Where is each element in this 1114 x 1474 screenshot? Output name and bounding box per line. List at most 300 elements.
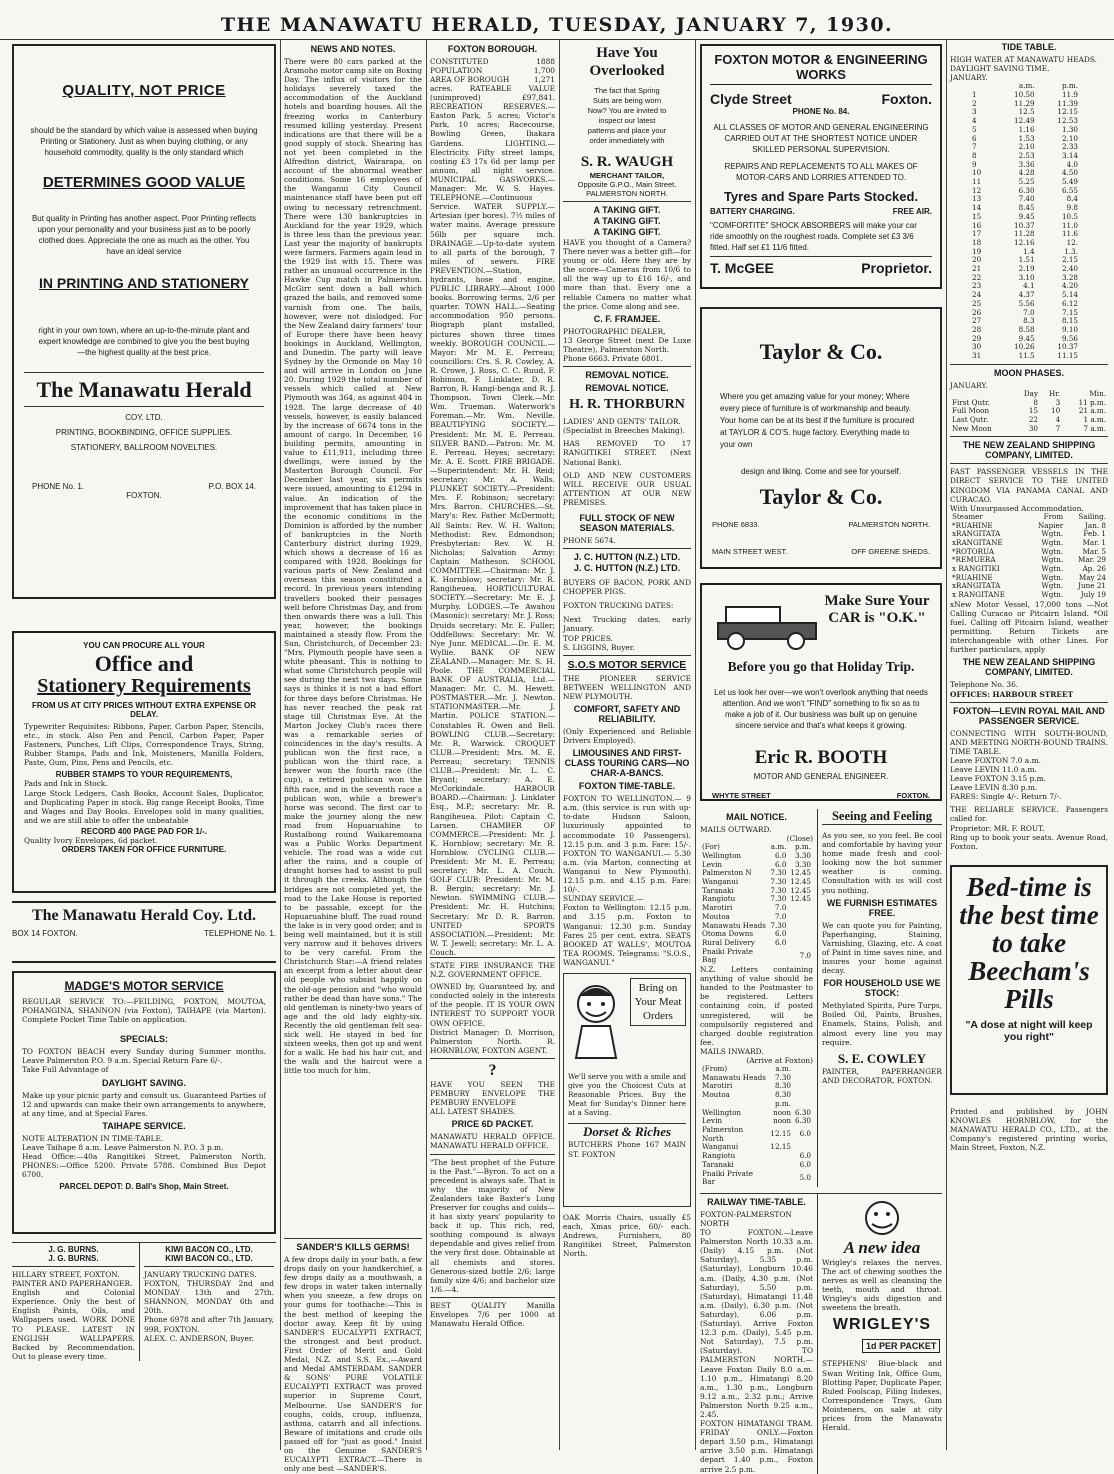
table-cell: 3.30	[794, 850, 811, 860]
levin-mail: FOXTON—LEVIN ROYAL MAIL AND PASSENGER SERVICE.	[953, 705, 1105, 726]
booth-sub: MOTOR AND GENERAL ENGINEER.	[753, 772, 889, 781]
limousines: LIMOUSINES AND FIRST-CLASS TOURING CARS—NO CHAR-A-BANCS.	[564, 748, 690, 779]
burns-2: J. G. BURNS.	[48, 1254, 99, 1263]
parcel-depot: PARCEL DEPOT: D. Ball's Shop, Main Street.	[59, 1182, 229, 1192]
table-cell: 1	[972, 89, 977, 99]
table-cell: 8.58	[1018, 324, 1035, 334]
tyres-title: Tyres and Spare Parts Stocked.	[723, 189, 919, 204]
moon-table	[950, 390, 1108, 434]
table-cell: 20	[972, 255, 982, 265]
motor-car-illustration	[712, 597, 822, 653]
new-idea: A new idea	[843, 1237, 921, 1257]
tram-text: FOXTON HIMATANGI TRAM. FRIDAY ONLY.—Foxton depart 3.50 p.m., Himatangi arrive 3.50 p.m. Himatangi depart 1.40 p.m., Foxton arrive 2.5 p.m.	[700, 1419, 813, 1474]
envelopes-text: Quality Ivory Envelopes, 6d packet.	[24, 835, 158, 845]
table-cell: 26	[972, 307, 982, 317]
make-sure: Make Sure Your CAR is "O.K."	[824, 593, 930, 626]
table-cell: noon	[773, 1107, 791, 1117]
burns-text: English and Colonial Experience. Only the best of English Paints, Oils, and Wallpapers used. WORK DONE TO PLEASE. LATEST IN ENGLISH WALLPAPERS. Backed by Recommendation. Out to please every time.	[12, 1288, 135, 1361]
mail-title: MAIL NOTICE.	[726, 812, 787, 822]
madge-motor-ad	[12, 971, 276, 1234]
levin-row: Leave LEVIN 8.30 p.m.	[950, 783, 1038, 793]
pads-text: Pads and Ink in Stock.	[24, 779, 108, 789]
mail-in-table	[700, 1065, 813, 1187]
table-cell: 12.53	[1057, 116, 1078, 126]
fire-text: OWNED by, Guaranteed by, and conducted solely in the interests of the people. IT IS YOUR OWN INTEREST TO SUPPORT YOUR OWN OFFICE.	[430, 982, 555, 1028]
table-cell: 9	[972, 159, 977, 169]
table-cell: 7 a.m.	[1083, 423, 1106, 433]
moon-title: MOON PHASES.	[993, 367, 1064, 378]
borough-value: 1,271	[533, 75, 555, 84]
column-divider	[946, 40, 947, 1450]
butchers: BUTCHERS Phone 167 MAIN ST. FOXTON	[568, 1140, 686, 1159]
only: (Only Experienced and Reliable Drivers Employed).	[563, 727, 691, 746]
table-cell: xRANGITATA	[952, 529, 1001, 539]
table-cell	[768, 1170, 793, 1187]
table-cell: 2.10	[1061, 133, 1078, 143]
close-label: (Close)	[786, 834, 813, 844]
stationery-title: Stationery Requirements	[37, 675, 251, 697]
column-header: a.m.	[770, 842, 787, 852]
table-cell: Wgtn.	[1041, 590, 1064, 600]
take-full: Take Full Advantage of	[22, 1065, 109, 1075]
table-cell: Pnaiki Private Bag	[702, 946, 754, 965]
borough-value: 1888	[536, 57, 555, 66]
table-cell: 4.28	[1018, 168, 1035, 178]
sunday: SUNDAY SERVICE.—	[563, 894, 644, 904]
mails-out: MAILS OUTWARD.	[700, 825, 772, 834]
office-title: Office and	[94, 651, 194, 676]
column-header: Day	[1023, 388, 1038, 398]
note-alt: NOTE ALTERATION IN TIME-TABLE.	[22, 1133, 164, 1143]
column-header: p.m.	[1062, 81, 1078, 91]
table-cell: 12.15	[770, 1129, 791, 1139]
divider	[563, 655, 691, 656]
table-cell: 6.0	[799, 1129, 811, 1139]
table-cell: First Qutr.	[952, 397, 990, 407]
news-text: There were 80 cars parked at the Aramoho motor camp site on Boxing Day. The influx of visitors for the holidays severely taxed the accommodation of the Auckland hotels and boarding houses. All the freezing works in Canterbury resumed killing yesterday. Present indications are that there will be a good supply of stock. Shearing has not yet been completed in the Alfredton district, Wairarapa, on account of the abnormal weather conditions. Some 16 employees of the Wanganui City Council maintenance staff have been put off owing to necessary retrenchment. There were 130 bankruptcies in Auckland for the year 1929, which is three less than the previous year. Last year the majority of bankrupts were farmers. Farmers again lead in the 1929 list with 15. There was rather an unusual occurrence in the Hawke Cup match in Palmerston. McGirr sent down a ball which grazed the bails, and removed some varnish from one. The bails, however, were not dislodged. For the New Zealand dairy farmers' tour of Europe there have been heavy bookings in Auckland, Wellington, and Dunedin. The party will leave Sydney by the Ormonde on May 10 and will arrive in London on June 20. During 1929 the total number of vessels which called at New Plymouth was 364, as against 404 in 1928. The large decrease of 40 vessels, however, is easily balanced by the increase of 6674 tons in the amount of cargo. In December, 16 building permits, amounting in value to £11,911, including three dwellings, were issued by the Masterton Borough Council. For December last year, six permits were issued, amounting to £1294 in value. An indication of the improvement that has taken place in the economic conditions in the Dominion is afforded by the number of bankruptcies in the North Canterbury district during 1929, which shows a decrease of 16 as compared with 1928. Bookings for various parts of New Zealand and overseas this season constituted a record. In previous years intending travellers booked their passages well before Christmas Day, and from then onwards there was a lull. This year, however, the bookings maintained a steady flow. From the Sun, Christchurch, of December 23: "Mrs. Plymouth people have seen a white pheasant. This is nothing to what some Christchurch people will see during the next two days. Some says is thinks it is not a bad effort for three days before Christmas. He has never reached the peak rat stage till Christmas Eve. At the Marton Jockey Club's races there was a remarkable series of coincidences in the day's results. A publican won the first race, a publican won the third race, a brewer won the fourth race (the cup), a retired publican won the fifth race, and in the seventh race a publican won, while a brewer's horse was second. The first car to make the journey along the new road from Hopuaruahine to Rustalbong round Waikaremoana was a Public Works Department vehicle. The road was a wide cut after the rains, and a couple of dranght horses had to assist to pull it through the creeks. Although the bridges are not completed yet, the road to the Lake House is reported to be passable, except for the Hopuaruahine bluff. The road round the lake is in very good order, and is being well maintained, but it is still very narrow and it behoves drivers to be very careful. From the Christchurch Star:—A friend relates an excerpt from a letter about dear old people who subsist happily on the old-age pension and "who would rather be dead than have sons." The old gentleman is ninety-two years of age and the old lady eighty-six. Recently the old gentleman felt sea-sick well. He stayed in bed for sixteen weeks, then got up and went for a walk. He had his hair cut, and the walk and the haircut were a little too much for him.	[284, 57, 422, 1076]
breeches: (Specialist in Breeches Making).	[563, 426, 685, 436]
table-cell: 1.53	[1018, 133, 1035, 143]
cowley-name: S. E. COWLEY	[837, 1050, 927, 1066]
borough-label: POPULATION	[430, 66, 483, 75]
table-cell: 7.0	[1023, 307, 1035, 317]
reliable: THE RELIABLE SERVICE. Passengers called for.	[950, 805, 1108, 824]
daylight-title: DAYLIGHT SAVING.	[101, 1077, 186, 1088]
gift-line: A TAKING GIFT.	[593, 227, 661, 237]
table-cell: Moutoa	[702, 911, 730, 921]
table-cell: 9.45	[1018, 211, 1035, 221]
quality-title: QUALITY, NOT PRICE	[62, 82, 226, 99]
dealer: PHOTOGRAPHIC DEALER,	[563, 326, 666, 336]
arrive-label: (Arrive at Foxton)	[746, 1055, 813, 1065]
column-1	[12, 40, 276, 1450]
table-cell: 8.15	[1061, 316, 1078, 326]
divider	[430, 1154, 555, 1155]
table-cell: 12.45	[790, 894, 811, 904]
table-cell: Wanganui	[702, 1142, 739, 1152]
table-cell: 2.53	[1018, 150, 1035, 160]
column-4	[563, 40, 691, 1450]
gift-line: A TAKING GIFT.	[593, 205, 661, 215]
ship-note: xNew Motor Vessel, 17,000 tons —Not Calling Curacao or Pitcairn Island. *Oil fuel. Calling off Pitcairn Island, weather permitting. Return Tickets are interchangeable with other Lines. For further particulars, apply	[950, 599, 1108, 655]
table-cell: 6.12	[1061, 298, 1078, 308]
table-cell: Ap. 26	[1082, 564, 1106, 574]
table-cell: 12.49	[1014, 116, 1035, 126]
table-cell: 6.0	[774, 929, 787, 939]
table-cell: Wanganui	[702, 877, 739, 886]
table-cell: 11.5	[1018, 351, 1035, 361]
table-cell	[793, 1074, 813, 1083]
burns-ad	[12, 1243, 140, 1361]
table-cell: 7.40	[1018, 194, 1035, 204]
ship-row	[950, 591, 1108, 600]
fares: FARES: Single 4/-. Return 7/-.	[950, 792, 1062, 802]
table-cell: 12.15	[770, 1142, 791, 1152]
table-cell: 2.10	[1018, 142, 1035, 152]
design-text: design and liking. Come and see for yourself.	[740, 467, 902, 476]
column-divider	[695, 40, 696, 1450]
table-cell: 12.15	[1057, 107, 1078, 117]
levin-row: Leave FOXTON 7.0 a.m.	[950, 755, 1041, 765]
table-cell: 5.56	[1018, 298, 1035, 308]
procure-text: YOU CAN PROCURE ALL YOUR	[83, 641, 205, 650]
borough-stats	[430, 57, 555, 84]
table-cell: xRANGITATA	[952, 581, 1001, 591]
envelope-question: ?	[488, 1061, 497, 1079]
table-cell: 7.30	[770, 877, 787, 886]
table-cell: Levin	[702, 859, 723, 869]
table-cell: 11.9	[1061, 89, 1078, 99]
news-title: NEWS AND NOTES.	[310, 44, 396, 54]
table-cell: Rural Delivery	[702, 937, 755, 947]
off-green: OFF GREENE SHEDS.	[851, 547, 930, 556]
main-west: MAIN STREET WEST.	[712, 547, 788, 556]
column-header: a.m.	[1018, 81, 1035, 91]
table-cell: 2.33	[1061, 142, 1078, 152]
table-cell: 14	[972, 203, 982, 213]
divider	[430, 957, 555, 958]
booth-text: Let us look her over—we won't overlook anything that needs attention. And we won't "FIND" something to fix so as to make a job of it. Our business was built up on genuine sincere service and that's what keeps it growing.	[714, 688, 928, 730]
table-cell: Wgtn.	[1041, 529, 1064, 539]
foxton-tt: FOXTON TIME-TABLE.	[578, 781, 676, 792]
table-cell: 3.14	[1061, 150, 1078, 160]
table-cell: 10.37	[1057, 342, 1078, 352]
requisites-text: Typewriter Requisites: Ribbons, Paper, Carbon Paper, Stencils, etc., in stock. Also Pen and Pencil, Carbon Paper, Paper Fasteners, Punches, Lift Clips, Correspondence Trays, String, Rubber Stamps, Pads and Ink, Moisteners, Manilla Folders, Paste, Gum, Pins, Pens and Pencils, etc.	[24, 722, 264, 768]
face-illustration	[852, 1198, 912, 1238]
time-table: TIME TABLE.	[950, 746, 1002, 756]
table-cell: 27	[972, 316, 982, 326]
chairs-text: OAK Morris Chairs, usually £5 each, Xmas price, 60/- each. Andrews, Furnishers, 80 Rangitikei Street, Palmerston North.	[563, 1212, 691, 1259]
pioneer: THE PIONEER SERVICE BETWEEN WELLINGTON AND NEW PLYMOUTH.	[563, 673, 691, 701]
table-cell: 2.15	[1061, 255, 1078, 265]
table-cell: 10	[1051, 406, 1061, 416]
table-cell: 3.28	[1061, 272, 1078, 282]
trucking: FOXTON TRUCKING DATES:	[563, 601, 674, 611]
old-new: OLD AND NEW CUSTOMERS WILL RECEIVE OUR USUAL ATTENTION AT OUR NEW PREMISES.	[563, 470, 691, 507]
mails-in: MAILS INWARD.	[700, 1046, 764, 1056]
offices: OFFICES: HARBOUR STREET	[950, 689, 1074, 699]
framjee-addr: 13 George Street (next De Luxe Theatre), Palmerston North.	[563, 335, 691, 354]
taylor-title-1: Taylor & Co.	[759, 339, 883, 364]
table-cell: 4	[972, 116, 977, 126]
table-cell: x RANGITIKI	[952, 564, 1000, 574]
table-cell: 22	[1028, 414, 1038, 424]
full-stock: FULL STOCK OF NEW SEASON MATERIALS.	[579, 512, 675, 533]
table-cell: 10.5	[1061, 211, 1078, 221]
table-cell: Palmerston North	[702, 1124, 744, 1143]
table-cell: 12.16	[1014, 237, 1035, 247]
kiwi-buyer: ALEX. C. ANDERSON, Buyer.	[144, 1333, 255, 1343]
baxter-text: "The best prophet of the Future is the Past."—Byron. To act on a precedent is always safe. That is why the majority of New Zealanders take Baxter's Lung Preserver for coughs and colds—it has sixty years' popularity to back it up. This rich, red, soothing compound is always dependable and gives relief from the very first dose. Obtainable at all chemists and stores. Generous-sized bottle 2/6; large family size 4/6; and bachelor size 1/6.—4.	[430, 1157, 555, 1294]
table-cell: Marotiri	[702, 1081, 733, 1091]
table-cell	[768, 1161, 793, 1170]
table-cell: 6.30	[1018, 185, 1035, 195]
top-prices: TOP PRICES.	[563, 633, 613, 643]
foxton-motor-title: FOXTON MOTOR & ENGINEERING WORKS	[710, 52, 932, 85]
table-cell: Palmerston N	[702, 868, 752, 878]
table-cell: xRANGITANE	[952, 537, 1003, 547]
ring-up: Ring up to book your seats. Avenue Road, Foxton.	[950, 832, 1108, 851]
table-cell: 15	[1028, 406, 1038, 416]
table-cell: 10.50	[1014, 89, 1035, 99]
column-header: Sailing.	[1078, 511, 1106, 521]
table-cell: Full Moon	[952, 406, 990, 416]
comfortite: "COMFORTITE" SHOCK ABSORBERS will make your car ride smoothly on the roughest roads. Complete set £3 3/6 fitted. Half set £1 11/6 fitted.	[710, 221, 917, 252]
table-cell: 1.16	[1018, 124, 1035, 134]
dorset-ad	[563, 973, 691, 1207]
table-cell: 3.10	[1018, 272, 1035, 282]
table-cell: 9.45	[1018, 333, 1035, 343]
table-cell: 11.6	[1061, 229, 1078, 239]
table-cell: Wgtn.	[1041, 572, 1064, 582]
table-cell: 24	[972, 290, 982, 300]
table-cell: 4.1	[1023, 281, 1035, 291]
ladies: LADIES' AND GENTS' TAILOR.	[563, 417, 681, 427]
table-cell: 6.0	[774, 850, 787, 860]
table-cell: Otoma Downs	[702, 929, 754, 939]
foxton-motor-ad	[700, 44, 942, 289]
divider	[24, 372, 264, 373]
burns-addr: HILLARY STREET, FOXTON.	[12, 1270, 120, 1279]
table-cell	[788, 913, 813, 922]
table-cell	[793, 1091, 813, 1100]
nzship-2: THE NEW ZEALAND SHIPPING COMPANY, LIMITED.	[962, 657, 1096, 678]
borough-row	[430, 66, 555, 75]
beecham-ad	[950, 865, 1108, 1095]
table-cell: Rangiotu	[702, 1151, 736, 1161]
fp-label: FOXTON-PALMERSTON NORTH	[700, 1209, 792, 1228]
kills-text: A few drops daily in your bath, a few drops daily on your handkerchief, a few drops daily as a mouthwash, a few drops in water taken internally when you sneeze, a few drops on your gums for toothache:—This is the best method of keeping the doctor away. Keep fit by using SANDER'S EUCALYPTI EXTRACT, the strongest and best product. First Order of Merit and Gold Medal, N.Z. and S.S. Ex.,—Award and Medal AMSTERDAM. SANDER & SONS' PURE VOLATILE EUCALYPTI EXTRACT was proved superior in Supreme Court, Melbourne. Use SANDER'S for coughs, colds, croup, influenza, asthma, catarrh and all infections. Beware of imitations and crude oils passed off for "just as good." Insist on the Genuine SANDER'S EUCALYPTI EXTRACT.—There is only one best —SANDER'S.	[284, 1255, 422, 1474]
divider	[24, 406, 264, 407]
table-cell: 15	[972, 211, 982, 221]
specials-text: TO FOXTON BEACH every Sunday during Summer months. Leave Palmerston P.O. 9 a.m. Special Return Fare 6/-.	[22, 1047, 266, 1066]
from-us: FROM US AT CITY PRICES WITHOUT EXTRA EXPENSE OR DELAY.	[31, 701, 256, 719]
removal-1: REMOVAL NOTICE.	[585, 370, 669, 381]
leave-taihape: Leave Taihape 8 a.m. Leave Palmerston N. P.O. 3 p.m.	[22, 1142, 224, 1152]
quality-text: should be the standard by which value is assessed when buying Printing or Stationery. Just as when buying clothing, or any household commodity, quality is the only standard which	[30, 126, 258, 157]
table-cell: noon	[773, 1116, 791, 1126]
table-cell: Jan. 8	[1085, 520, 1106, 530]
kiwi-dates: JANUARY TRUCKING DATES.	[144, 1270, 257, 1279]
table-cell: 6.30	[794, 1107, 811, 1117]
record-pad: RECORD 400 PAGE PAD FOR 1/-.	[81, 826, 207, 836]
divider	[950, 436, 1108, 437]
table-cell: 12.5	[1018, 107, 1035, 117]
ledger-text: Large Stock Ledgers, Cash Books, Account Sales, Duplicator, and Duplicating Paper in stock. Big range Receipt Books, Time and Wages and Day Books. Envelopes sold in many qualities, and we are still able to offer the unbeatable	[24, 788, 264, 825]
fire-agent: District Manager: D. Morrison, Palmerston North. R. HORNBLOW, FOXTON AGENT.	[430, 1027, 555, 1055]
nzship-title: THE NEW ZEALAND SHIPPING COMPANY, LIMITED.	[962, 440, 1096, 461]
printed-by: Printed and published by JOHN KNOWLES HORNBLOW, for the MANAWATU HERALD CO., LTD., at the Company's registered printing works, Main Street, Foxton, N.Z.	[950, 1106, 1108, 1153]
table-cell: 31	[972, 351, 982, 361]
table-cell: *REMUERA	[952, 555, 996, 565]
table-cell: 4.0	[1066, 159, 1078, 169]
herald-office: MANAWATU HERALD OFFICE. MANAWATU HERALD OFFICE.	[430, 1132, 555, 1151]
liggins: S. LIGGINS, Buyer.	[563, 642, 635, 652]
high-water: HIGH WATER AT MANAWATU HEADS.	[950, 55, 1098, 64]
sos-title: S.O.S MOTOR SERVICE	[567, 658, 687, 671]
table-cell: p.m.	[774, 1098, 791, 1108]
envelope-text: HAVE YOU SEEN THE PEMBURY ENVELOPE THE PEMBURY ENVELOPE	[430, 1079, 555, 1108]
daylight-text: Make up your picnic party and consult us. Guaranteed Parties of 12 and upwards can make their own arrangements to anywhere, at any time, and at Special Fares.	[22, 1090, 266, 1118]
opposite: Opposite G.P.O., Main Street.	[577, 180, 677, 189]
column-header: a.m.	[775, 1064, 791, 1074]
orders-text: ORDERS TAKEN FOR OFFICE FURNITURE.	[61, 845, 227, 855]
right-text: right in your own town, where an up-to-the-minute plant and expert knowledge are combined to give you the best buying—the highest quality at the best price.	[38, 326, 250, 357]
table-cell: Taranaki	[702, 1159, 734, 1169]
borough-title: FOXTON BOROUGH.	[447, 44, 538, 54]
per-packet: 1d PER PACKET	[862, 1339, 940, 1353]
table-cell: 12	[972, 185, 982, 195]
table-cell: Pnaiki Private Bar	[702, 1168, 754, 1187]
dorset-riches: Dorset & Riches	[568, 1123, 686, 1140]
next-truck: Next Trucking dates, early January.	[563, 615, 691, 634]
table-cell: 7	[1055, 423, 1061, 433]
box14: BOX 14 FOXTON.	[12, 929, 78, 938]
table-cell: 7.30	[770, 885, 787, 895]
table-cell: New Moon	[952, 423, 992, 433]
printing-ad	[12, 44, 276, 599]
kiwi-phone: Phone 6978 and after 7th January, 99R, FOXTON.	[144, 1315, 274, 1334]
table-cell: Wgtn.	[1041, 555, 1064, 565]
table-cell	[788, 930, 813, 939]
divider	[284, 1238, 422, 1239]
table-cell: 7.0	[774, 903, 787, 913]
column-header: p.m.	[795, 842, 811, 852]
fast-vessels: FAST PASSENGER VESSELS IN THE DIRECT SERVICE TO THE UNITED KINGDOM VIA PANAMA CANAL AND CURACAO.	[950, 467, 1108, 504]
table-cell: 4	[1055, 414, 1061, 424]
table-cell	[788, 904, 813, 913]
column-header: Steamer	[952, 511, 983, 521]
daylight-time: DAYLIGHT SAVING TIME.	[950, 64, 1050, 74]
herald-name: The Manawatu Herald	[36, 377, 252, 402]
kiwi-ad	[140, 1243, 274, 1361]
divider	[563, 366, 691, 367]
rubber-stamps: RUBBER STAMPS TO YOUR REQUIREMENTS,	[55, 770, 233, 780]
office-stationery-ad	[12, 631, 276, 893]
framjee-phone: Phone 6663. Private 6801.	[563, 354, 663, 364]
proprietor: Proprietor.	[861, 260, 932, 276]
coy: COY. LTD.	[125, 413, 163, 422]
table-cell: Feb. 1	[1083, 529, 1106, 539]
table-cell: 11.0	[1061, 220, 1078, 230]
table-cell: 7.30	[770, 920, 787, 930]
table-cell: 10.37	[1014, 220, 1035, 230]
printing-text: But quality in Printing has another aspect. Poor Printing reflects upon your personality and your business just as to be poorly clothed does. Appreciate the one as much as the other. You have an ideal service	[31, 214, 257, 256]
kiwi-1: KIWI BACON CO., LTD.	[165, 1245, 253, 1254]
divider	[950, 463, 1108, 464]
moon-row	[950, 425, 1108, 434]
table-cell: 16	[972, 220, 982, 230]
table-cell: 11.15	[1057, 351, 1078, 361]
table-cell: 23	[972, 281, 982, 291]
divider	[950, 364, 1108, 365]
connecting: CONNECTING WITH SOUTH-BOUND, AND MEETING NORTH-BOUND TRAINS.	[950, 728, 1108, 747]
table-cell: 1.4	[1023, 246, 1035, 256]
table-cell: 1.3.	[1064, 246, 1078, 256]
column-2	[284, 40, 422, 1474]
table-cell: 9.8	[1066, 203, 1078, 213]
table-cell: June 21	[1078, 581, 1106, 591]
have-title: Have You Overlooked	[589, 45, 665, 79]
table-cell: 11	[972, 177, 982, 187]
herald-coy-block	[12, 901, 276, 963]
services-2: STATIONERY, BALLROOM NOVELTIES.	[70, 443, 218, 452]
telephone: TELEPHONE No. 1.	[203, 929, 276, 938]
table-cell: Levin	[702, 1116, 723, 1126]
table-cell: 5.0	[799, 1172, 811, 1182]
table-cell: 6.0	[799, 1151, 811, 1161]
table-cell	[788, 939, 813, 948]
table-cell: Wgtn.	[1041, 546, 1064, 556]
column-divider	[426, 40, 427, 1450]
merchant: MERCHANT TAILOR,	[589, 171, 665, 180]
phone6833: PHONE 6833.	[712, 520, 760, 529]
taylor-text: Where you get amazing value for your money; Where every piece of furniture is of workmanship and beauty. Your home can be at its best if the furniture is procured at TAYLOR & CO'S. huge factory. Everything made to your own	[720, 392, 915, 449]
divider	[430, 1297, 555, 1298]
levin-schedule	[950, 756, 1108, 792]
table-cell: 8	[972, 150, 977, 160]
table-cell: 7.30	[774, 1072, 791, 1082]
nz-letters: N.Z. Letters containing anything of value should be handed to the Postmaster to be registered. Letters containing coin, if posted unregistered, will be compulsorily registered and charged double registration fee.	[700, 965, 813, 1047]
specials-title: SPECIALS:	[119, 1034, 168, 1045]
column-header: Hr.	[1048, 388, 1061, 398]
table-cell: 12.45	[790, 877, 811, 886]
borough-text: acres. RATEABLE VALUE (unimproved) £97,841. RECREATION RESERVES.—Easton Park, 5 acres; Victor's Park, 10 acres; Racecourse, Bowling Green, Ihakara Gardens. LIGHTING.—Electricity. Fifty street lamps, costing £3 17s 6d per lamp per annum, all night service. MUNICIPAL GASWORKS.—Manager: Mr. W. S. Hayes. TELEPHONE.—Continuous Service. WATER SUPPLY.—Artesian (per bores). 7½ miles of water mains. Average pressure 56lb per square inch. DRAINAGE.—Up-to-date system to all parts of the borough, 7 miles of sewers. FIRE PREVENTION.—Station, hydrants, hose and engine. PUBLIC LIBRARY.—About 1000 books. Borrowing terms, 2/6 per quarter. TOWN HALL.—Seating accommodation 950 persons. Biograph plant installed, pictures shown three times weekly. BOROUGH COUNCIL.—Mayor: Mr M. E. Perreau; councillors: Crs. S. R. Cowley, A. R. Crowe, J. Ross, C. C. Ruud, F. Robinson, F. Linklater, D. R. Barron, R. Hangi-benga and R. J. Thompson. Town Clerk.—Mr. Wm. Trueman. Waterwork's Foreman.—Mr. Wm. Neville. BEAUTIFYING SOCIETY.—President: Mr. M. E. Perreau. SILVER BAND.—Patron: Mr. M. E. Perreau. Heyes; secretary: Mr. A. E. Scott. FIRE BRIGADE.—Superintendent: Mr. H. Reid; secretary: Mr. A. Walls. PLUNKET SOCIETY.—President: Mrs. F. Robinson; secretary: Mrs. Barron. CHURCHES.—St. Mary's: Rev. Father McDermott; All Saints: Rev. W. H. Walton; Methodist: Rev. Edmondson; Presbyterian: Rev. W. H. Nicholas; Salvation Army: Captain Matheson. SCHOOL COMMITTEE.—Chairman: Mr. J. K. Hornblow; secretary: Mr. R. Rangiheuea. HORTICULTURAL SOCIETY.—Secretary: Mr. E. J. Murphy. LODGES.—Te Awahou (Masonic): secretary: Mr. J. Ross; Druids secretary: Mr. E. Fuller; Oddfellows: Secretary: Mr. W. Nye Junr. MEDICAL.—Dr. E. M. Wyllie. BANK OF NEW ZEALAND.—Manager: Mr. S. H. Poole. THE COMMERCIAL BANK OF AUSTRALIA, Ltd.—Manager: Mr. C. M. Hewett. POSTMASTER.—Mr. J. Newton. STATIONMASTER.—Mr. J. Martin. POLICE STATION.—Constables R. Owen and Bell. BOWLING CLUB.—Secretary: Mr. R. Warwick. CROQUET CLUB.—President: Mrs. M. E. Perreau; secretary: TENNIS CLUB.—President: Mr. L. C. Bryant; secretary: A. E. McCorkindale. HARBOUR BOARD.—Chairman: J. Linklater Esq., M.P.; secretary: Mr. R. Rangiheuea. Pilot: Captain C. Larsen. CHAMBER OF COMMERCE.—President: Mr. J. K. Hornblow; secretary: Mr. R. Hornblow. CYCLING CLUB.—President: Mr M. E. Perreau; secretary: Mr. L. A. Couch. GOLF CLUB: President: Mr. M. B. Bergin; secretary: Mr. J. Newton. SWIMMING CLUB.—President: Mr. H. Hutchins; Secretary: Mr D. R. Barron. UNITED SPORTS ASSOCIATION.—President: Mr. W. T. Jewell; secretary: Mr. L. A. Couch.	[430, 84, 555, 957]
table-cell: 12.45	[790, 885, 811, 895]
table-cell: Moutoa	[702, 1090, 730, 1100]
table-cell: 3.30	[794, 859, 811, 869]
table-cell: 7	[972, 142, 977, 152]
table-cell: 7.30	[770, 894, 787, 904]
table-cell: 11 p.m.	[1078, 397, 1106, 407]
booth-ad	[700, 583, 942, 801]
table-cell: Wgtn.	[1041, 581, 1064, 591]
table-cell: Napier	[1038, 520, 1064, 530]
table-cell: 6	[972, 133, 977, 143]
mail-in-row	[700, 1170, 813, 1187]
furnish-text: We can quote you for Painting, Paperhanging, Staining, Varnishing, Glazing, etc. A coat of Paint in time saves nine, and insures your home against decay.	[822, 920, 942, 976]
unsurpassed: With Unsurpassed Accommodation.	[950, 503, 1084, 513]
table-cell: 8.30	[774, 1090, 791, 1100]
tt-text: FOXTON TO WELLINGTON.— 9 a.m. (this service is run with up-to-date Hudson Saloon, luxuriously appointed to accommodate 10 Passengers). 12.15 p.m. and 3 p.m. Fare: 15/-. FOXTON TO WANGANUI.— 5.30 a.m. (via Marton, connecting at Wanganui to New Plymouth). 12.15 p.m. and 4.15 p.m. Fare: 10/-.	[563, 794, 691, 895]
tide-title: TIDE TABLE.	[1001, 42, 1057, 52]
burns-1: J. G. BURNS.	[48, 1245, 99, 1254]
table-cell: Wellington	[702, 1107, 742, 1117]
table-cell: 19	[972, 246, 982, 256]
serve-text: We'll serve you with a smile and give you the Choicest Cuts at Reasonable Prices. Buy the Meat for Sunday's Dinner here at a Saving.	[568, 1071, 686, 1118]
table-cell: 12.45	[790, 868, 811, 878]
booth-name: Eric R. BOOTH	[754, 747, 888, 768]
